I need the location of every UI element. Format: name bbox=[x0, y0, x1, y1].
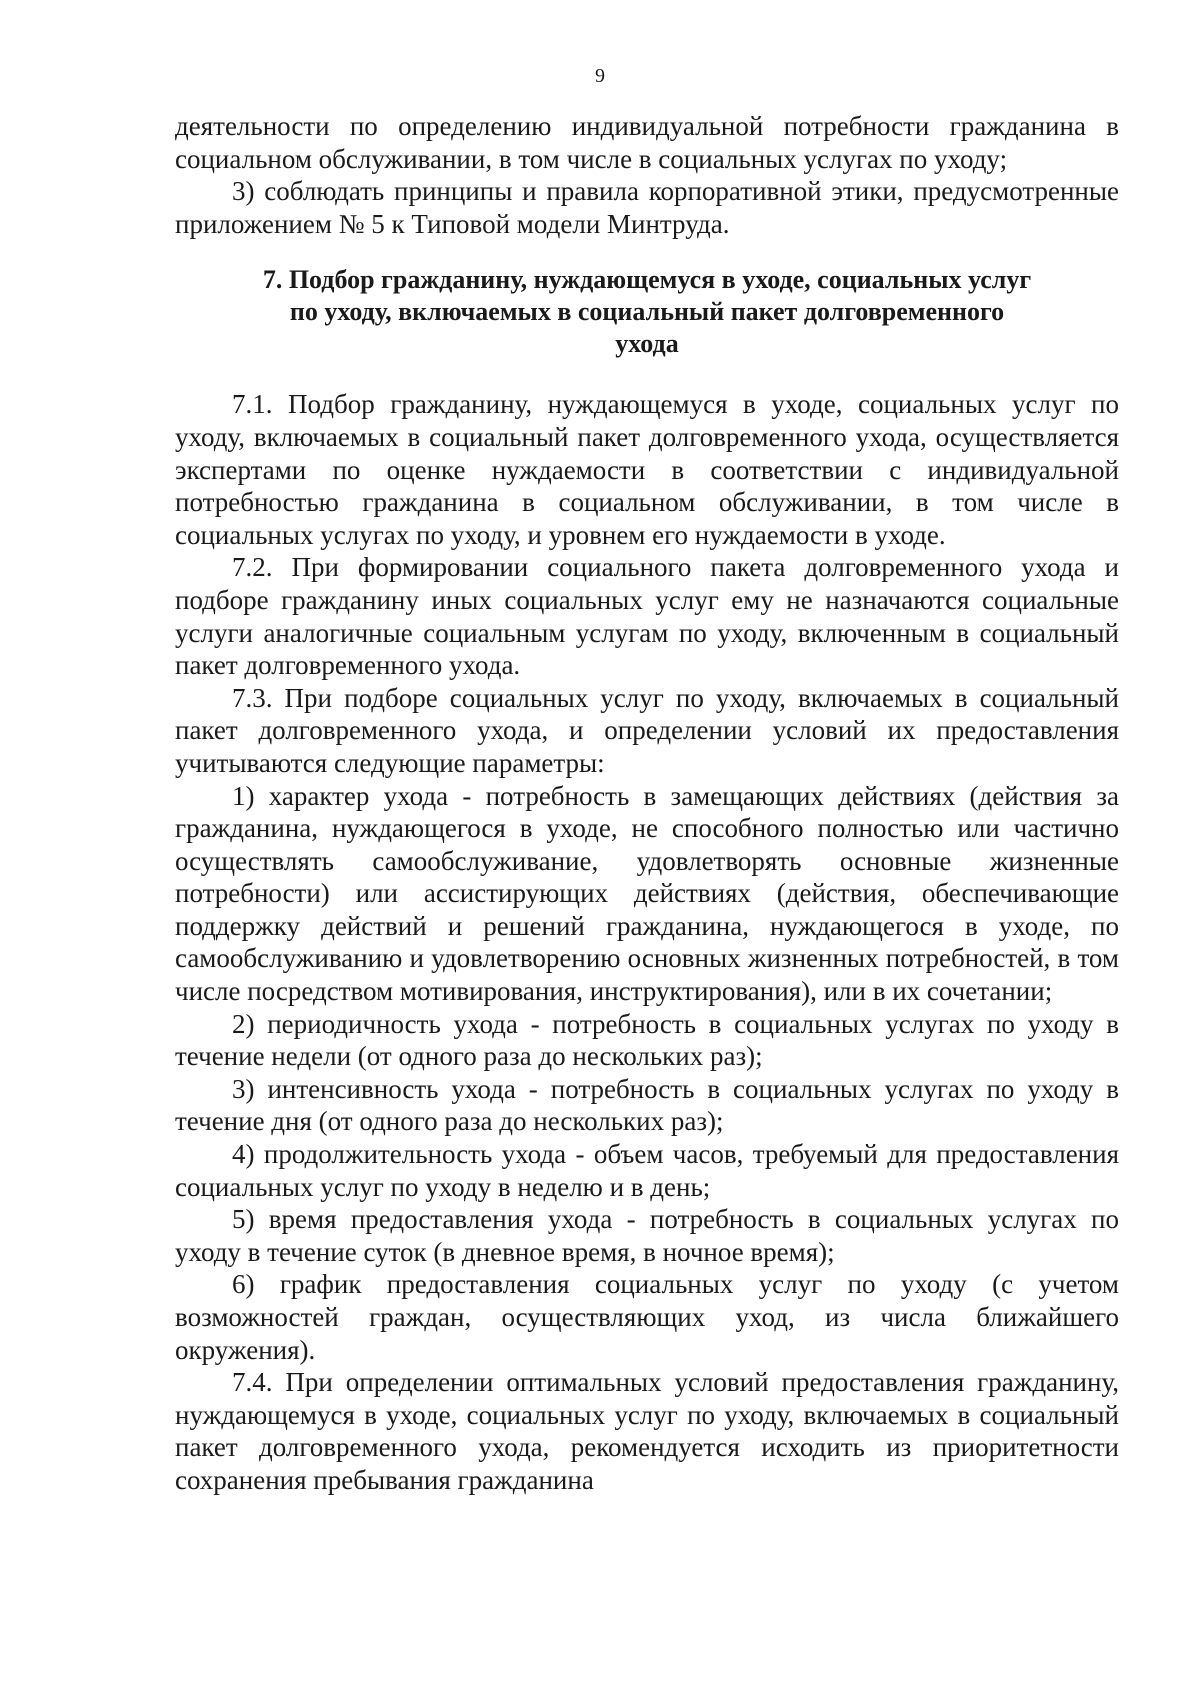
parameter-item-2: 2) периодичность ухода - потребность в социальных услугах по уходу в течение недели (от одного раза до нескольких раз); bbox=[175, 1008, 1119, 1072]
document-body bbox=[175, 110, 1119, 1497]
section-heading-line-2: по уходу, включаемых в социальный пакет долговременного bbox=[289, 297, 1005, 327]
parameter-item-6: 6) график предоставления социальных услуг по уходу (с учетом возможностей граждан, осуществляющих уход, из числа ближайшего окружения). bbox=[175, 1269, 1119, 1365]
paragraph-7-1: 7.1. Подбор гражданину, нуждающемуся в уходе, социальных услуг по уходу, включаемых в социальный пакет долговременного ухода, осуществляется экспертами по оценке нуждаемости в соответствии с индивидуальной потребностью гражданина в социальном обслуживании, в том числе в социальных услугах по уходу, и уровнем его нуждаемости в уходе. bbox=[175, 389, 1119, 550]
paragraph-item-3: 3) соблюдать принципы и правила корпоративной этики, предусмотренные приложением № 5 к Типовой модели Минтруда. bbox=[175, 176, 1119, 239]
section-heading-line-1: 7. Подбор гражданину, нуждающемуся в уходе, социальных услуг bbox=[262, 265, 1032, 295]
section-heading-line-3: ухода bbox=[615, 329, 679, 359]
paragraph-continuation: деятельности по определению индивидуальной потребности гражданина в социальном обслуживании, в том числе в социальных услугах по уходу; bbox=[175, 111, 1119, 174]
parameter-item-5: 5) время предоставления ухода - потребность в социальных услугах по уходу в течение суток (в дневное время, в ночное время); bbox=[175, 1204, 1119, 1267]
parameter-item-4: 4) продолжительность ухода - объем часов, требуемый для предоставления социальных услуг по уходу в неделю и в день; bbox=[175, 1139, 1119, 1202]
paragraph-7-2: 7.2. При формировании социального пакета долговременного ухода и подборе гражданину иных социальных услуг ему не назначаются социальные услуги аналогичные социальным услугам по уходу, включенным в социальный пакет долговременного ухода. bbox=[175, 552, 1119, 681]
parameter-item-3: 3) интенсивность ухода - потребность в социальных услугах по уходу в течение дня (от одного раза до нескольких раз); bbox=[175, 1073, 1119, 1137]
paragraph-7-3: 7.3. При подборе социальных услуг по уходу, включаемых в социальный пакет долговременного ухода, и определении условий их предоставления учитываются следующие параметры: bbox=[175, 682, 1119, 778]
paragraph-7-4: 7.4. При определении оптимальных условий предоставления гражданину, нуждающемуся в уходе, социальных услуг по уходу, включаемых в социальный пакет долговременного ухода, рекомендуется исходить из приоритетности сохранения пребывания гражданина bbox=[175, 1367, 1119, 1495]
section-heading bbox=[175, 264, 1119, 360]
page-number: 9 bbox=[595, 65, 605, 87]
parameter-item-1: 1) характер ухода - потребность в замещающих действиях (действия за гражданина, нуждающегося в уходе, не способного полностью или частично осуществлять самообслуживание, удовлетворять основные жизненные потребности) или ассистирующих действиях (действия, обеспечивающие поддержку действий и решений гражданина, нуждающегося в уходе, по самообслуживанию и удовлетворению основных жизненных потребностей, в том числе посредством мотивирования, инструктирования), или в их сочетании; bbox=[175, 780, 1119, 1007]
